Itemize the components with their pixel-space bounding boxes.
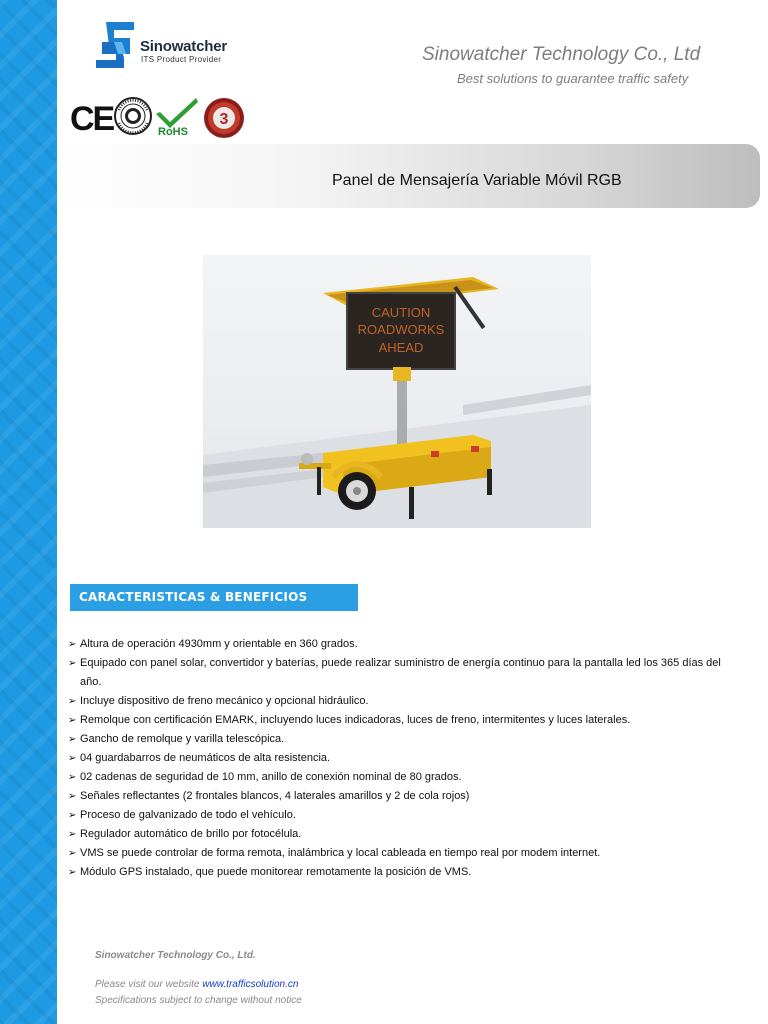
arrow-bullet-icon: ➢ [68,696,77,707]
feature-item [68,711,738,730]
feature-text: Gancho de remolque y varilla telescópica. [80,733,285,745]
iso-9001-seal-icon [113,96,153,136]
arrow-bullet-icon: ➢ [68,848,77,859]
footer-visit-prefix: Please visit our website [95,979,203,990]
arrow-bullet-icon: ➢ [68,772,77,783]
arrow-bullet-icon: ➢ [68,791,77,802]
footer-company: Sinowatcher Technology Co., Ltd. [95,950,256,961]
ce-mark-icon: CE [70,100,114,138]
product-title: Panel de Mensajería Variable Móvil RGB [332,172,622,189]
arrow-bullet-icon: ➢ [68,867,77,878]
feature-item [68,844,738,863]
feature-item [68,863,738,882]
feature-text: Incluye dispositivo de freno mecánico y opcional hidráulico. [80,695,369,707]
features-list [68,635,738,882]
arrow-bullet-icon: ➢ [68,753,77,764]
feature-text: 04 guardabarros de neumáticos de alta resistencia. [80,752,331,764]
feature-text: Regulador automático de brillo por fotocélula. [80,828,302,840]
footer-visit-line [95,979,298,990]
feature-item [68,692,738,711]
side-accent-bar [0,0,57,1024]
feature-item [68,787,738,806]
rohs-check-icon [156,96,200,140]
feature-text: VMS se puede controlar de forma remota, inalámbrica y local cableada en tiempo real por modem internet. [80,847,601,859]
feature-item [68,825,738,844]
feature-item [68,749,738,768]
features-section-header [70,584,358,611]
feature-item [68,730,738,749]
svg-text:3: 3 [219,111,229,128]
feature-text: 02 cadenas de seguridad de 10 mm, anillo de conexión nominal de 80 grados. [80,771,462,783]
feature-item [68,768,738,787]
company-slogan: Best solutions to guarantee traffic safety [457,71,689,86]
brand-tagline: ITS Product Provider [141,55,222,64]
feature-text: Señales reflectantes (2 frontales blancos, 4 laterales amarillos y 2 de cola rojos) [80,790,470,802]
features-section-title: CARACTERISTICAS & BENEFICIOS [79,590,308,604]
company-title: Sinowatcher Technology Co., Ltd [422,44,701,65]
feature-item [68,635,738,654]
feature-text: Módulo GPS instalado, que puede monitorear remotamente la posición de VMS. [80,866,472,878]
company-logo [96,20,236,72]
sign-line-2: ROADWORKS [357,322,445,337]
feature-text: Remolque con certificación EMARK, incluyendo luces indicadoras, luces de freno, intermitentes y luces laterales. [80,714,631,726]
feature-text: Altura de operación 4930mm y orientable en 360 grados. [80,638,358,650]
arrow-bullet-icon: ➢ [68,734,77,745]
arrow-bullet-icon: ➢ [68,658,77,669]
feature-item [68,806,738,825]
sign-line-1: CAUTION [371,305,431,320]
certification-logos [70,96,250,140]
arrow-bullet-icon: ➢ [68,715,77,726]
footer-specs-note: Specifications subject to change without notice [95,995,302,1006]
feature-item [68,654,738,692]
brand-name: Sinowatcher [140,38,227,55]
website-link[interactable]: www.trafficsolution.cn [202,979,299,990]
feature-text: Proceso de galvanizado de todo el vehículo. [80,809,296,821]
sinowatcher-logo-icon [96,20,138,72]
feature-text: Equipado con panel solar, convertidor y baterías, puede realizar suministro de energía continuo para la pantalla led los 365 días del año. [80,657,721,688]
product-photo [203,255,591,528]
arrow-bullet-icon: ➢ [68,639,77,650]
arrow-bullet-icon: ➢ [68,829,77,840]
arrow-bullet-icon: ➢ [68,810,77,821]
three-year-warranty-icon [202,96,246,140]
sign-line-3: AHEAD [378,340,424,355]
rohs-label: RoHS [158,126,188,138]
